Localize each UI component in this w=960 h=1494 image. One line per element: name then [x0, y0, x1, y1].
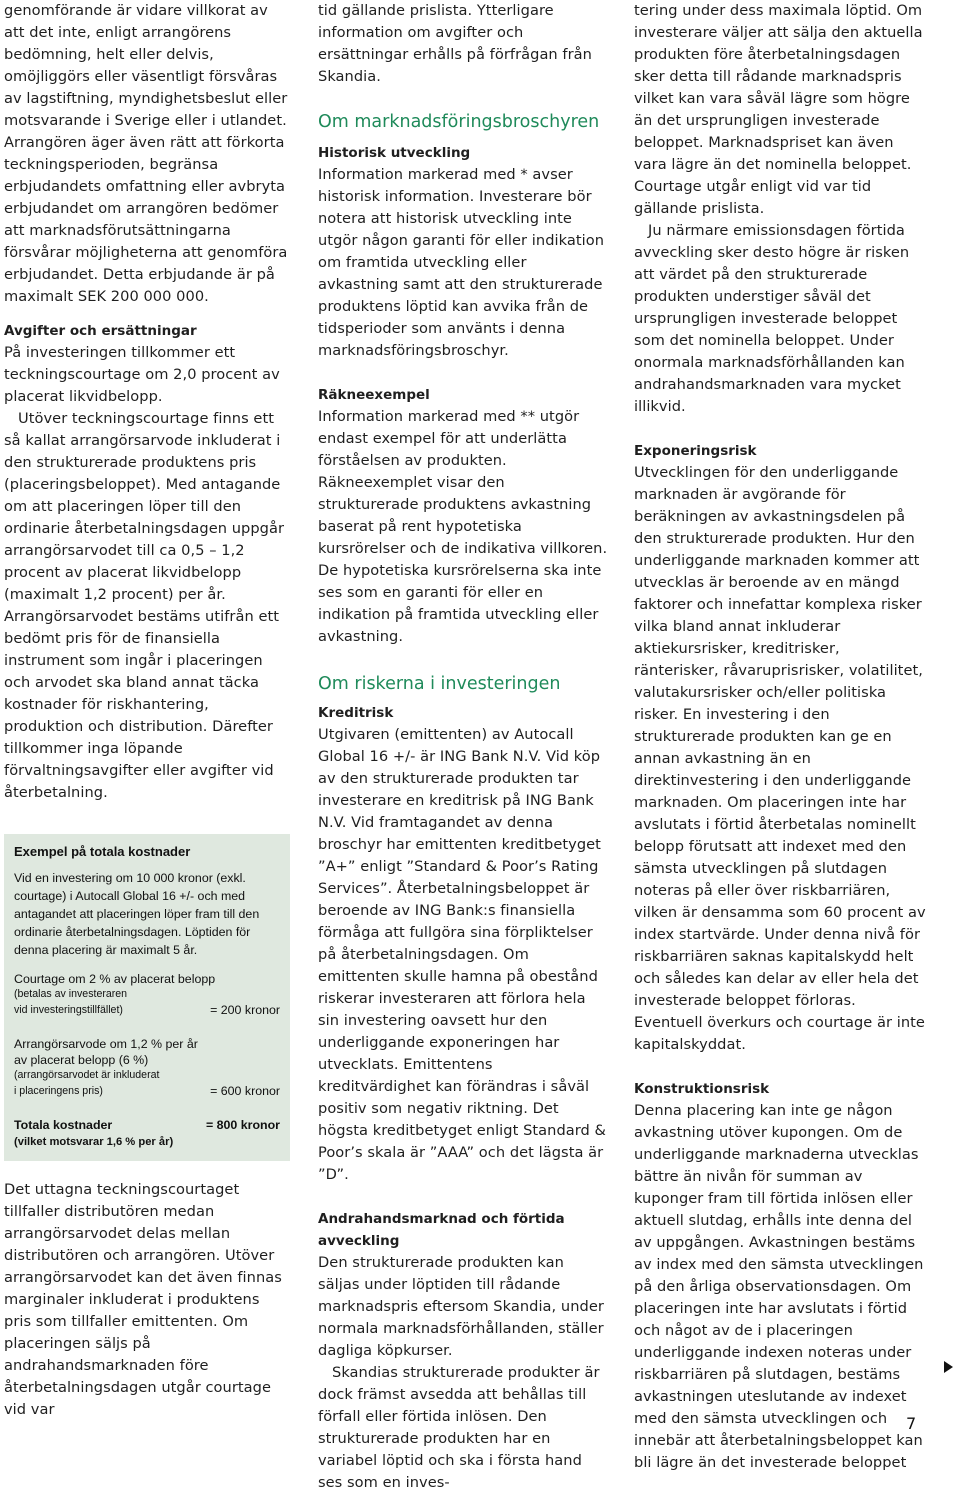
paragraph-calculation: Information markerad med ** utgör endast exempel för att underlätta förståelsen av produkten. Räkneexemplet visar den strukturerade produktens avkastning baserat på rent hypotetiska kursrörelser och de indikativa villkoren. De hypotetiska kursrörelserna ska inte ses som en garanti för eller en indikation på framtida utveckling eller avkastning. [318, 408, 608, 645]
arranger-fee-line-1: Arrangörsarvode om 1,2 % per år [14, 1037, 198, 1051]
arranger-fee-note-1: (arrangörsarvodet är inkluderat [14, 1069, 160, 1081]
cost-example-box [4, 834, 290, 1161]
paragraph-fee-distribution: Det uttagna teckningscourtaget tillfaller distributören medan arrangörsarvodet delas mellan distributören och arrangören. Utöver arrangörsarvodet kan det även finnas marginaler inkluderat i produktens pris som tillfaller emittenten. Om placeringen säljs på andrahandsmarknaden före återbetalningsdagen utgår courtage vid var [4, 1181, 282, 1418]
cost-example-title: Exempel på totala kostnader [14, 844, 191, 859]
courtage-amount: = 200 kronor [210, 1003, 280, 1017]
paragraph-credit-risk: Utgivaren (emittenten) av Autocall Global 16 +/- är ING Bank N.V. Vid köp av den strukturerade produkten tar investerare en kreditrisk på ING Bank N.V. Vid framtagandet av denna broschyr har emittenten kreditbetyget ”A+” enligt ”Standard & Poor’s Rating Services”. Återbetalningsbeloppet är beroende av ING Bank:s finansiella förmåga att fullgöra sina förpliktelser på återbetalningsdagen. Om emittenten skulle hamna på obestånd riskerar investeraren att förlora hela sin investering oavsett hur den underliggande exponeringen har utvecklats. Emittentens kreditvärdighet kan förändras i såväl positiv som negativ riktning. Det högsta kreditbetyget enligt Standard & Poor’s skala är ”AAA” och det lägsta är ”D”. [318, 726, 606, 1183]
column-middle [318, 0, 608, 1494]
courtage-note-2: vid investeringstillfället) [14, 1004, 123, 1016]
heading-exposure-risk: Exponeringsrisk [634, 443, 757, 459]
paragraph-maturity: Skandias strukturerade produkter är dock främst avsedda att behållas till förfall eller förtida inlösen. Den strukturerade produkten har en variabel löptid och ska i första hand ses som en inves- [318, 1364, 600, 1491]
courtage-note-1: (betalas av investeraren [14, 988, 128, 1000]
arranger-fee-note-2: i placeringens pris) [14, 1085, 103, 1097]
paragraph-secondary-market: Den strukturerade produkten kan säljas under löptiden till rådande marknadspris eftersom Skandia, under normala marknadsförhållanden, ställer dagliga köpkurser. [318, 1254, 604, 1359]
paragraph-subscription-fee: På investeringen tillkommer ett teckningscourtage om 2,0 procent av placerat likvidbelopp. [4, 344, 280, 405]
total-costs-label: Totala kostnader [14, 1118, 113, 1132]
paragraph-historical: Information markerad med * avser historisk information. Investerare bör notera att historisk utveckling inte utgör någon garanti för eller indikation om framtida utveckling eller avkastning samt att den strukturerade produktens löptid kan avvika från de tidsperioder som använts i denna marknadsföringsbroschyr. [318, 166, 605, 359]
total-costs-amount: = 800 kronor [205, 1118, 280, 1132]
paragraph-arranger-fee: Utöver teckningscourtage finns ett så kallat arrangörsarvode inkluderat i den strukturerade produktens pris (placeringsbeloppet). Med antagande om att placeringen löper till den ordinarie återbetalningsdagen uppgår arrangörsarvodet till ca 0,5 – 1,2 procent av placerat likvidbelopp (maximalt 1,2 procent) per år. Arrangörsarvodet bestäms utifrån ett bedömt pris för de finansiella instrument som ingår i placeringen och arvodet ska bland annat täcka kostnader för riskhantering, produktion och distribution. Därefter tillkommer inga löpande förvaltningsavgifter eller avgifter vid återbetalning. [4, 410, 284, 801]
arranger-fee-amount: = 600 kronor [210, 1084, 280, 1098]
cost-example-intro: Vid en investering om 10 000 kronor (exkl. courtage) i Autocall Global 16 +/- och med antagandet att placeringen löper fram till den ordinarie återbetalningsdagen. Löptiden för denna placering är maximalt 5 år. [14, 871, 260, 957]
section-title-brochure: Om marknadsföringsbroschyren [318, 112, 600, 132]
column-right [634, 0, 928, 1474]
arranger-fee-line-2: av placerat belopp (6 %) [14, 1053, 149, 1067]
heading-construction-risk: Konstruktionsrisk [634, 1081, 770, 1097]
heading-calculation: Räkneexempel [318, 387, 430, 403]
section-title-risks: Om riskerna i investeringen [318, 674, 561, 694]
paragraph-early-redemption: Ju närmare emissionsdagen förtida avveckling sker desto högre är risken att värdet på den strukturerade produkten understiger såväl det ursprungligen investerade beloppet som det nominella beloppet. Under onormala marknadsförhållanden kan andrahandsmarknaden vara mycket illikvid. [634, 222, 910, 415]
total-costs-note: (vilket motsvarar 1,6 % per år) [14, 1136, 174, 1148]
paragraph-price-list: tid gällande prislista. Ytterligare information om avgifter och ersättningar erhålls på förfrågan från Skandia. [318, 2, 592, 85]
page-number: 7 [906, 1414, 917, 1433]
heading-secondary-market: Andrahandsmarknad och förtida avveckling [318, 1211, 565, 1249]
paragraph-sale-before-maturity: tering under dess maximala löptid. Om investerare väljer att sälja den aktuella produkten före återbetalningsdagen sker detta till rådande marknadspris vilket kan vara såväl lägre som högre än det ursprungligen investerade beloppet. Marknadspriset kan även vara lägre än det nominella beloppet. Courtage utgår enligt vid var tid gällande prislista. [634, 2, 923, 217]
heading-credit-risk: Kreditrisk [318, 705, 394, 721]
column-left [4, 0, 288, 1421]
courtage-line: Courtage om 2 % av placerat belopp [14, 972, 216, 986]
continue-arrow-icon [944, 1361, 953, 1373]
heading-fees: Avgifter och ersättningar [4, 323, 197, 339]
heading-historical: Historisk utveckling [318, 145, 471, 161]
paragraph-construction-risk: Denna placering kan inte ge någon avkastning utöver kupongen. Om de underliggande marknaderna utvecklas bättre än nivån för summan av kuponger fram till förtida inlösen eller aktuell slutdag, erhålls inte denna del av uppgången. Avkastningen bestäms av index med den sämsta utvecklingen på den årliga observationsdagen. Om placeringen inte har avslutats i förtid och något av de i placeringen underliggande indexen noteras under riskbarriären på slutdagen, bestäms avkastningen uteslutande av indexet med den sämsta utvecklingen och innebär att återbetalningsbeloppet kan bli lägre än det investerade beloppet [634, 1102, 924, 1471]
paragraph-exposure-risk: Utvecklingen för den underliggande marknaden är avgörande för beräkningen av avkastningsdelen på den strukturerade produkten. Hur den underliggande marknaden kommer att utvecklas är beroende av en mängd faktorer och innefattar komplexa risker vilka bland annat inkluderar aktiekursrisker, kreditrisker, ränterisker, råvaruprisrisker, volatilitet, valutakursrisker och/eller politiska risker. En investering i den strukturerade produkten kan ge en annan avkastning än en direktinvestering i den underliggande marknaden. Om placeringen inte har avslutats i förtid återbetalas nominellt belopp förutsatt att indexet med den sämsta utvecklingen på slutdagen noteras på eller över riskbarriären, vilken är densamma som 60 procent av index startvärde. Under denna nivå för riskbarriären saknas kapitalskydd helt och således kan delar av eller hela det investerade beloppet förloras. Eventuell överkurs och courtage är inte kapitalskyddat. [634, 464, 926, 1053]
paragraph-offer-conditions: genomförande är vidare villkorat av att det inte, enligt arrangörens bedömning, helt eller delvis, omöjliggörs eller väsentligt försvåras av lagstiftning, myndighetsbeslut eller motsvarande i Sverige eller i utlandet. Arrangören äger även rätt att förkorta teckningsperioden, begränsa erbjudandets omfattning eller avbryta erbjudandet om arrangören bedömer att marknadsförutsättningarna försvårar möjligheterna att genomföra erbjudandet. Detta erbjudande är på maximalt SEK 200 000 000. [4, 2, 288, 305]
